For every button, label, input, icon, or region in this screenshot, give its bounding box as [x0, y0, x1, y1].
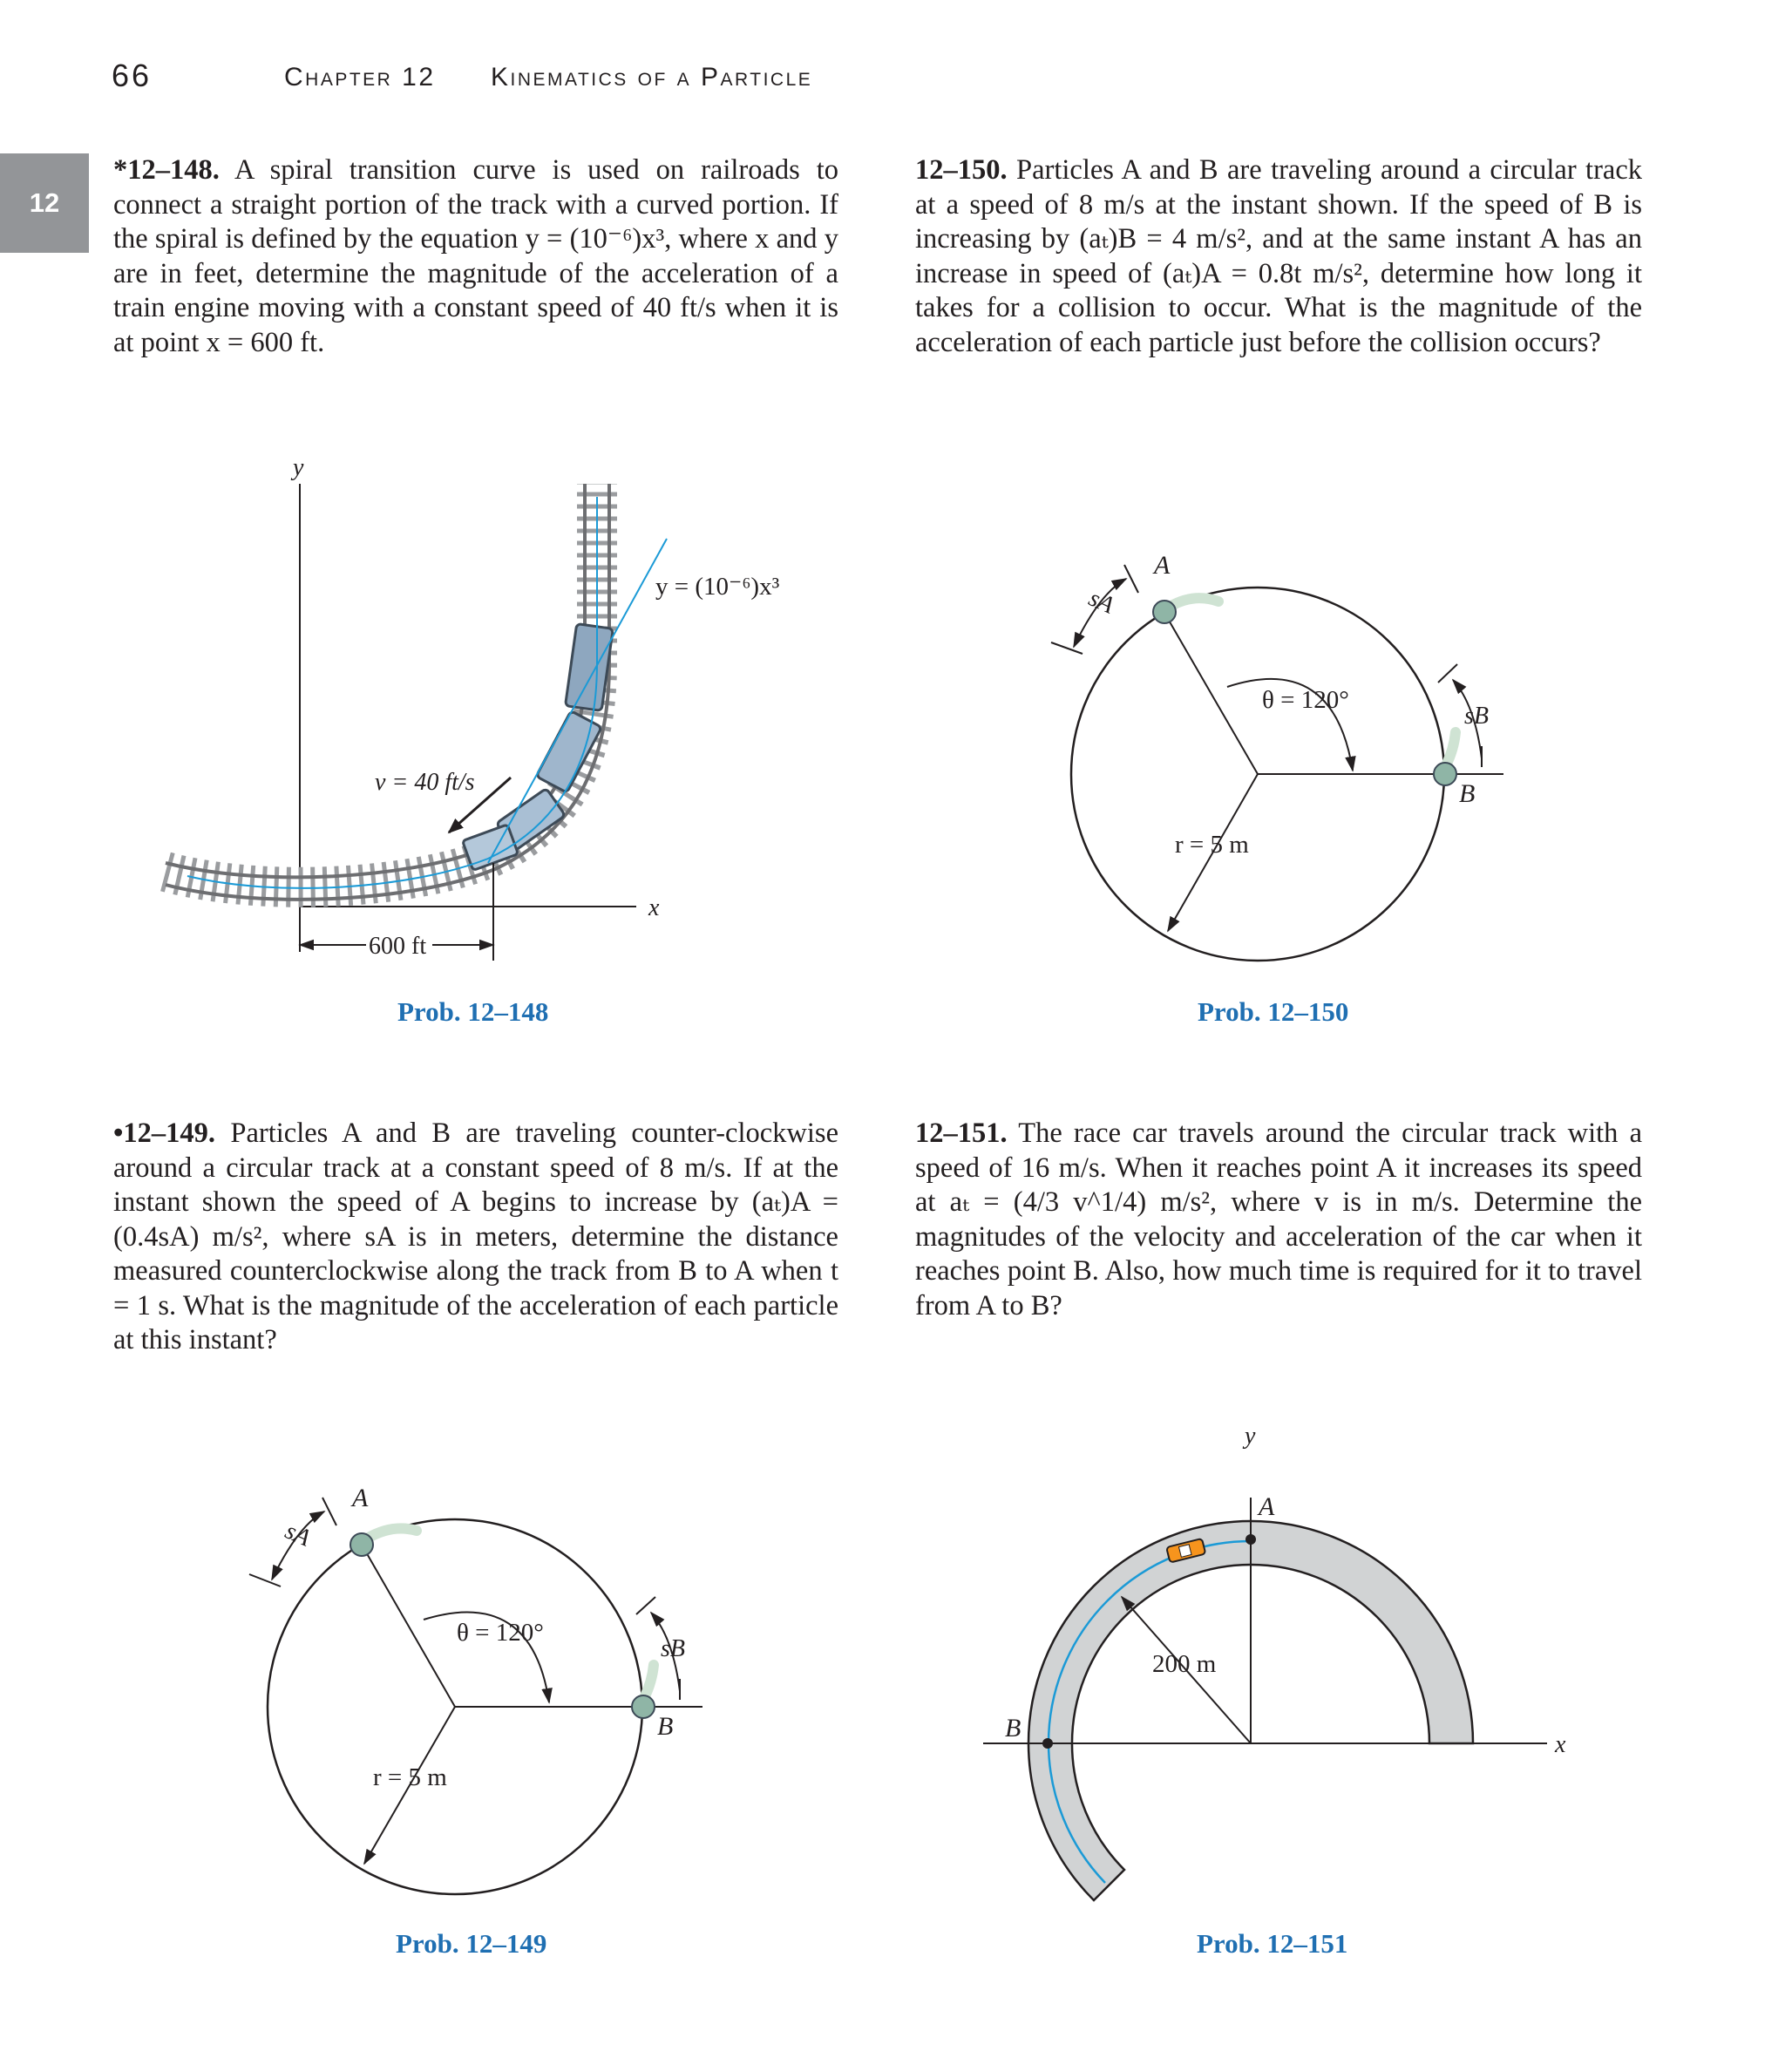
page-number: 66 — [112, 58, 153, 93]
figure-caption-148: Prob. 12–148 — [397, 996, 549, 1027]
label-A: A — [352, 1484, 369, 1512]
curve-equation: y = (10⁻⁶)x³ — [655, 573, 780, 601]
motion-trail-B — [1446, 732, 1456, 765]
particle-A — [1153, 601, 1176, 623]
motion-trail-B — [644, 1665, 654, 1698]
particle-B — [1434, 763, 1456, 785]
train — [463, 624, 614, 871]
problem-text: Particles A and B are traveling around a circular track at a speed of 8 m/s at the instant shown. If the speed of B is increasing by (aₜ)B = 4 m/s², and at the same instant A has an increase in speed of (aₜ)A = 0.8t m/s², determine how long it takes for a collision to occur. What is the magnitude of the acceleration of each particle just before the collision occurs? — [915, 154, 1643, 358]
problem-number: 12–150. — [915, 154, 1008, 186]
sB-ext — [636, 1597, 655, 1614]
point-B — [1042, 1738, 1053, 1749]
radius-label: r = 5 m — [373, 1763, 447, 1791]
radius-label: r = 5 m — [1175, 831, 1249, 859]
particle-B — [632, 1695, 655, 1718]
angle-label: θ = 120° — [457, 1619, 544, 1647]
figure-12-148 — [166, 454, 780, 961]
label-sB: sB — [661, 1635, 685, 1662]
chapter-label: Chapter 12 — [284, 63, 436, 92]
motion-trail-A — [367, 1528, 417, 1539]
sA-ext — [1124, 565, 1138, 593]
label-A: A — [1154, 551, 1171, 580]
point-A — [1245, 1534, 1256, 1545]
label-B: B — [1459, 779, 1476, 808]
rail-outer — [166, 484, 609, 900]
figure-12-150 — [1051, 551, 1503, 961]
problem-text: The race car travels around the circular track with a speed of 16 m/s. When it reaches point A it increases its speed at aₜ = (4/3 v^1/4) m/s², where v is in m/s. Determine the magnitudes of the velocity and acceleration of the car when it reaches point B. Also, how much time is required for it to travel from A to B? — [915, 1118, 1642, 1321]
sA-ext2 — [1051, 642, 1083, 654]
radius-to-A — [1164, 613, 1258, 774]
motion-trail-A — [1170, 598, 1218, 607]
sA-ext — [322, 1498, 336, 1525]
figure-caption-151: Prob. 12–151 — [1197, 1928, 1348, 1959]
chapter-side-tab: 12 — [0, 153, 89, 253]
x-axis-label: x — [648, 894, 660, 921]
sB-ext — [1438, 664, 1457, 683]
angle-label: θ = 120° — [1262, 686, 1349, 714]
particle-A — [350, 1533, 373, 1556]
label-sB: sB — [1464, 703, 1489, 730]
figure-12-151 — [983, 1423, 1566, 1900]
sA-ext2 — [249, 1574, 281, 1586]
problem-text: A spiral transition curve is used on railroads to connect a straight portion of the track with a curved portion. If the spiral is defined by the equation y = (10⁻⁶)x³, where x and y are in feet, determine the magnitude of the acceleration of a train engine moving with a constant speed of 40 ft/s when it is at point x = 600 ft. — [113, 154, 838, 358]
x-axis-label: x — [1555, 1731, 1566, 1758]
label-A: A — [1259, 1492, 1275, 1521]
y-axis-label: y — [293, 454, 304, 481]
label-sA: sA — [1084, 584, 1118, 620]
label-B: B — [657, 1712, 674, 1741]
dimension-label: 600 ft — [369, 933, 427, 960]
chapter-title: Kinematics of a Particle — [491, 63, 813, 92]
speed-label: v = 40 ft/s — [375, 769, 475, 796]
problem-number: 12–151. — [915, 1118, 1008, 1149]
radius-to-A — [362, 1545, 455, 1707]
figure-12-149 — [249, 1484, 702, 1894]
problem-number: •12–149. — [113, 1118, 216, 1149]
tangent-line — [488, 539, 667, 863]
figure-caption-149: Prob. 12–149 — [396, 1928, 547, 1959]
figure-caption-150: Prob. 12–150 — [1198, 996, 1349, 1027]
label-sA: sA — [281, 1517, 315, 1552]
problem-number: *12–148. — [113, 154, 220, 186]
label-B: B — [1005, 1714, 1021, 1743]
y-axis-label: y — [1245, 1423, 1256, 1450]
problem-text: Particles A and B are traveling counter-clockwise around a circular track at a constant speed of 8 m/s. If at the instant shown the speed of A begins to increase by (aₜ)A =(0.4sA) m/s², where sA is in meters, determine the distance measured counterclockwise along the track from B to A when t = 1 s. What is the magnitude of the acceleration of each particle at this instant? — [113, 1118, 838, 1355]
radius-label: 200 m — [1152, 1650, 1217, 1678]
